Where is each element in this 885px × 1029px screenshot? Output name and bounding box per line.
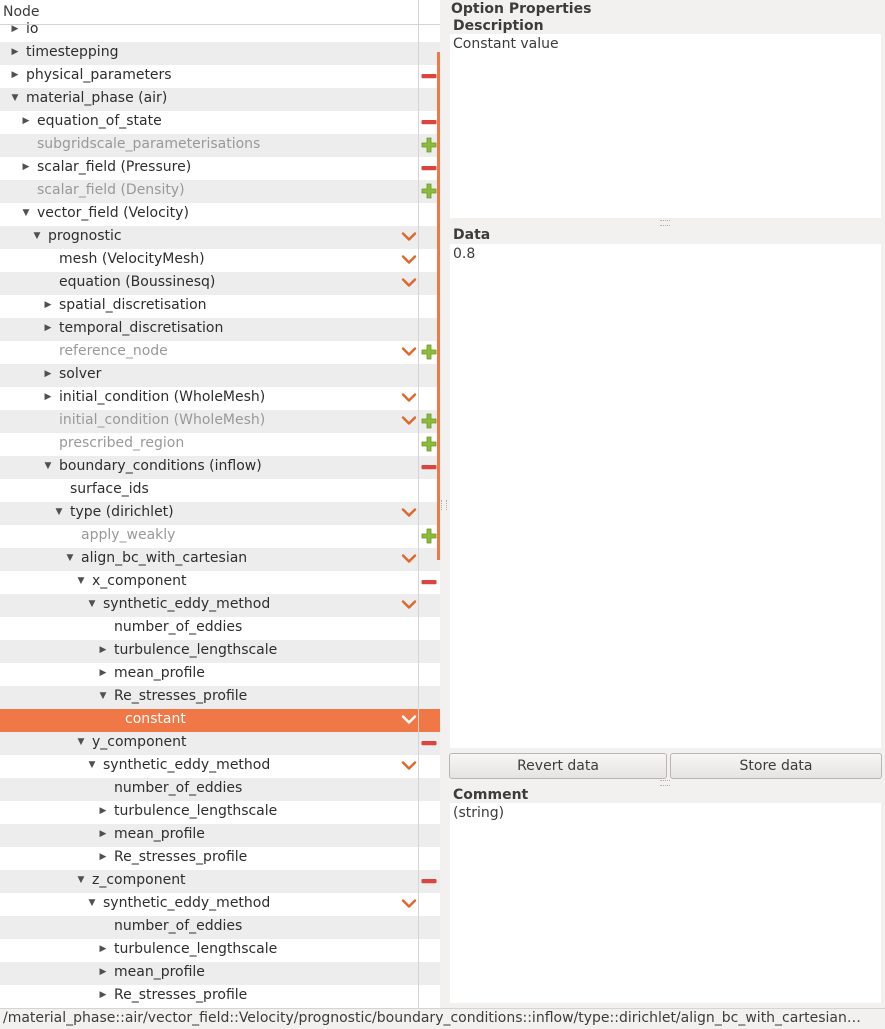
tree-row[interactable]	[0, 272, 440, 295]
tree-row-selected[interactable]	[0, 709, 440, 732]
tree-row[interactable]	[0, 893, 440, 916]
tree-row[interactable]	[0, 88, 440, 111]
tree-row-label: scalar_field (Pressure)	[37, 159, 192, 175]
tree-row-label: apply_weakly	[81, 527, 176, 543]
option-tree[interactable]	[0, 0, 440, 1008]
tree-row-label: mesh (VelocityMesh)	[59, 251, 205, 267]
tree-row[interactable]	[0, 962, 440, 985]
choice-chevron-icon[interactable]	[401, 387, 417, 410]
tree-row-label: boundary_conditions (inflow)	[59, 458, 262, 474]
tree-row[interactable]	[0, 387, 440, 410]
add-node-icon[interactable]	[421, 341, 437, 364]
tree-row-label: timestepping	[26, 44, 119, 60]
choice-chevron-icon[interactable]	[401, 226, 417, 249]
choice-chevron-icon[interactable]	[401, 249, 417, 272]
tree-row-label: surface_ids	[70, 481, 149, 497]
tree-row-label: temporal_discretisation	[59, 320, 224, 336]
tree-row[interactable]	[0, 226, 440, 249]
tree-row[interactable]	[0, 755, 440, 778]
remove-node-icon[interactable]	[421, 157, 437, 180]
add-node-icon[interactable]	[421, 433, 437, 456]
tree-row[interactable]	[0, 249, 440, 272]
collapsed-arrow-icon[interactable]: ▶	[99, 944, 107, 954]
tree-row[interactable]	[0, 617, 440, 640]
tree-row[interactable]	[0, 341, 440, 364]
tree-row-label: solver	[59, 366, 102, 382]
choice-chevron-icon[interactable]	[401, 272, 417, 295]
scroll-highlight-bar	[437, 52, 440, 560]
tree-row[interactable]	[0, 732, 440, 755]
expanded-arrow-icon[interactable]: ▼	[88, 599, 96, 609]
expanded-arrow-icon[interactable]: ▼	[33, 231, 41, 241]
tree-row[interactable]	[0, 19, 440, 42]
collapsed-arrow-icon[interactable]: ▶	[99, 645, 107, 655]
description-label: Description	[453, 18, 544, 34]
tree-row-label: physical_parameters	[26, 67, 172, 83]
remove-node-icon[interactable]	[421, 571, 437, 594]
expanded-arrow-icon[interactable]: ▼	[88, 898, 96, 908]
tree-row-label: x_component	[92, 573, 187, 589]
comment-label: Comment	[453, 787, 529, 803]
tree-row[interactable]	[0, 203, 440, 226]
tree-row[interactable]	[0, 824, 440, 847]
collapsed-arrow-icon[interactable]: ▶	[99, 967, 107, 977]
expanded-arrow-icon[interactable]: ▼	[77, 737, 85, 747]
expanded-arrow-icon[interactable]: ▼	[77, 576, 85, 586]
collapsed-arrow-icon[interactable]: ▶	[22, 162, 30, 172]
tree-row-label: turbulence_lengthscale	[114, 803, 278, 819]
description-resize-grip[interactable]	[660, 220, 670, 226]
tree-row-label: turbulence_lengthscale	[114, 941, 278, 957]
tree-row[interactable]	[0, 548, 440, 571]
collapsed-arrow-icon[interactable]: ▶	[44, 392, 52, 402]
tree-row[interactable]	[0, 111, 440, 134]
data-value: 0.8	[453, 246, 476, 262]
tree-row[interactable]	[0, 157, 440, 180]
tree-row[interactable]	[0, 180, 440, 203]
tree-row[interactable]	[0, 847, 440, 870]
tree-row-label: vector_field (Velocity)	[37, 205, 189, 221]
tree-row-label: io	[26, 21, 39, 37]
collapsed-arrow-icon[interactable]: ▶	[11, 47, 19, 57]
collapsed-arrow-icon[interactable]: ▶	[99, 990, 107, 1000]
choice-chevron-icon[interactable]	[401, 893, 417, 916]
comment-value: (string)	[453, 805, 505, 821]
remove-node-icon[interactable]	[421, 732, 437, 755]
column-divider	[418, 0, 419, 1008]
choice-chevron-icon[interactable]	[401, 709, 417, 732]
tree-row[interactable]	[0, 479, 440, 502]
tree-row-label: equation_of_state	[37, 113, 162, 129]
collapsed-arrow-icon[interactable]: ▶	[44, 369, 52, 379]
tree-row[interactable]	[0, 318, 440, 341]
expanded-arrow-icon[interactable]: ▼	[44, 461, 52, 471]
tree-row-label: material_phase (air)	[26, 90, 168, 106]
tree-row-label: equation (Boussinesq)	[59, 274, 216, 290]
collapsed-arrow-icon[interactable]: ▶	[99, 806, 107, 816]
add-node-icon[interactable]	[421, 410, 437, 433]
tree-row-label: align_bc_with_cartesian	[81, 550, 248, 566]
remove-node-icon[interactable]	[421, 111, 437, 134]
choice-chevron-icon[interactable]	[401, 410, 417, 433]
expanded-arrow-icon[interactable]: ▼	[99, 691, 107, 701]
tree-row-label: mean_profile	[114, 826, 205, 842]
tree-row-label: number_of_eddies	[114, 780, 243, 796]
comment-input[interactable]	[450, 803, 881, 1003]
tree-row-label: number_of_eddies	[114, 619, 243, 635]
collapsed-arrow-icon[interactable]: ▶	[11, 24, 19, 34]
description-text	[450, 34, 881, 218]
tree-row[interactable]	[0, 456, 440, 479]
choice-chevron-icon[interactable]	[401, 594, 417, 617]
tree-row-label: synthetic_eddy_method	[103, 596, 271, 612]
tree-row[interactable]	[0, 571, 440, 594]
tree-row-label: Re_stresses_profile	[114, 688, 248, 704]
tree-row[interactable]	[0, 433, 440, 456]
status-bar	[0, 1008, 885, 1029]
comment-resize-grip[interactable]	[660, 780, 670, 786]
expanded-arrow-icon[interactable]: ▼	[88, 760, 96, 770]
tree-row-label: initial_condition (WholeMesh)	[59, 389, 266, 405]
choice-chevron-icon[interactable]	[401, 502, 417, 525]
tree-row-label: mean_profile	[114, 964, 205, 980]
tree-row[interactable]	[0, 778, 440, 801]
tree-row-label: scalar_field (Density)	[37, 182, 185, 198]
remove-node-icon[interactable]	[421, 870, 437, 893]
description-value: Constant value	[453, 36, 559, 52]
tree-row[interactable]	[0, 686, 440, 709]
collapsed-arrow-icon[interactable]: ▶	[99, 668, 107, 678]
tree-row-label: initial_condition (WholeMesh)	[59, 412, 266, 428]
expanded-arrow-icon[interactable]: ▼	[55, 507, 63, 517]
tree-row-label: y_component	[92, 734, 187, 750]
tree-row[interactable]	[0, 594, 440, 617]
option-properties-title: Option Properties	[451, 1, 592, 17]
remove-node-icon[interactable]	[421, 65, 437, 88]
tree-row-label: prognostic	[48, 228, 122, 244]
expanded-arrow-icon[interactable]: ▼	[77, 875, 85, 885]
tree-row-label: turbulence_lengthscale	[114, 642, 278, 658]
tree-row-label: synthetic_eddy_method	[103, 757, 271, 773]
tree-row[interactable]	[0, 939, 440, 962]
tree-row-label: spatial_discretisation	[59, 297, 207, 313]
collapsed-arrow-icon[interactable]: ▶	[22, 116, 30, 126]
tree-row[interactable]	[0, 916, 440, 939]
tree-row-label: subgridscale_parameterisations	[37, 136, 261, 152]
collapsed-arrow-icon[interactable]: ▶	[44, 300, 52, 310]
add-node-icon[interactable]	[421, 525, 437, 548]
tree-row[interactable]	[0, 42, 440, 65]
tree-row[interactable]	[0, 364, 440, 387]
revert-data-button[interactable]: Revert data	[449, 753, 667, 779]
store-data-button[interactable]: Store data	[670, 753, 882, 779]
tree-row-label: synthetic_eddy_method	[103, 895, 271, 911]
tree-row[interactable]	[0, 985, 440, 1008]
tree-row-label: z_component	[92, 872, 186, 888]
choice-chevron-icon[interactable]	[401, 755, 417, 778]
choice-chevron-icon[interactable]	[401, 548, 417, 571]
tree-row[interactable]	[0, 65, 440, 88]
tree-row[interactable]	[0, 663, 440, 686]
collapsed-arrow-icon[interactable]: ▶	[99, 852, 107, 862]
tree-row-label: number_of_eddies	[114, 918, 243, 934]
tree-row[interactable]	[0, 134, 440, 157]
data-label: Data	[453, 227, 491, 243]
node-column-label: Node	[3, 4, 40, 20]
expanded-arrow-icon[interactable]: ▼	[66, 553, 74, 563]
tree-row-label: prescribed_region	[59, 435, 185, 451]
collapsed-arrow-icon[interactable]: ▶	[99, 829, 107, 839]
tree-row-label: reference_node	[59, 343, 168, 359]
tree-row[interactable]	[0, 640, 440, 663]
expanded-arrow-icon[interactable]: ▼	[22, 208, 30, 218]
tree-row-label: type (dirichlet)	[70, 504, 174, 520]
tree-row-label: Re_stresses_profile	[114, 987, 248, 1003]
status-path: /material_phase::air/vector_field::Velocity/prognostic/boundary_conditions::inflow/type::dirichlet/align_bc_with_cartesian…	[3, 1010, 861, 1026]
tree-row-label: mean_profile	[114, 665, 205, 681]
data-input[interactable]	[450, 244, 881, 748]
tree-row[interactable]	[0, 502, 440, 525]
tree-row[interactable]	[0, 870, 440, 893]
tree-row-label: constant	[125, 711, 186, 727]
choice-chevron-icon[interactable]	[401, 341, 417, 364]
collapsed-arrow-icon[interactable]: ▶	[44, 323, 52, 333]
expanded-arrow-icon[interactable]: ▼	[11, 93, 19, 103]
tree-row[interactable]	[0, 410, 440, 433]
add-node-icon[interactable]	[421, 134, 437, 157]
add-node-icon[interactable]	[421, 180, 437, 203]
tree-row[interactable]	[0, 525, 440, 548]
tree-row[interactable]	[0, 801, 440, 824]
tree-row-label: Re_stresses_profile	[114, 849, 248, 865]
pane-splitter-handle[interactable]	[441, 500, 447, 510]
collapsed-arrow-icon[interactable]: ▶	[11, 70, 19, 80]
remove-node-icon[interactable]	[421, 456, 437, 479]
tree-row[interactable]	[0, 295, 440, 318]
